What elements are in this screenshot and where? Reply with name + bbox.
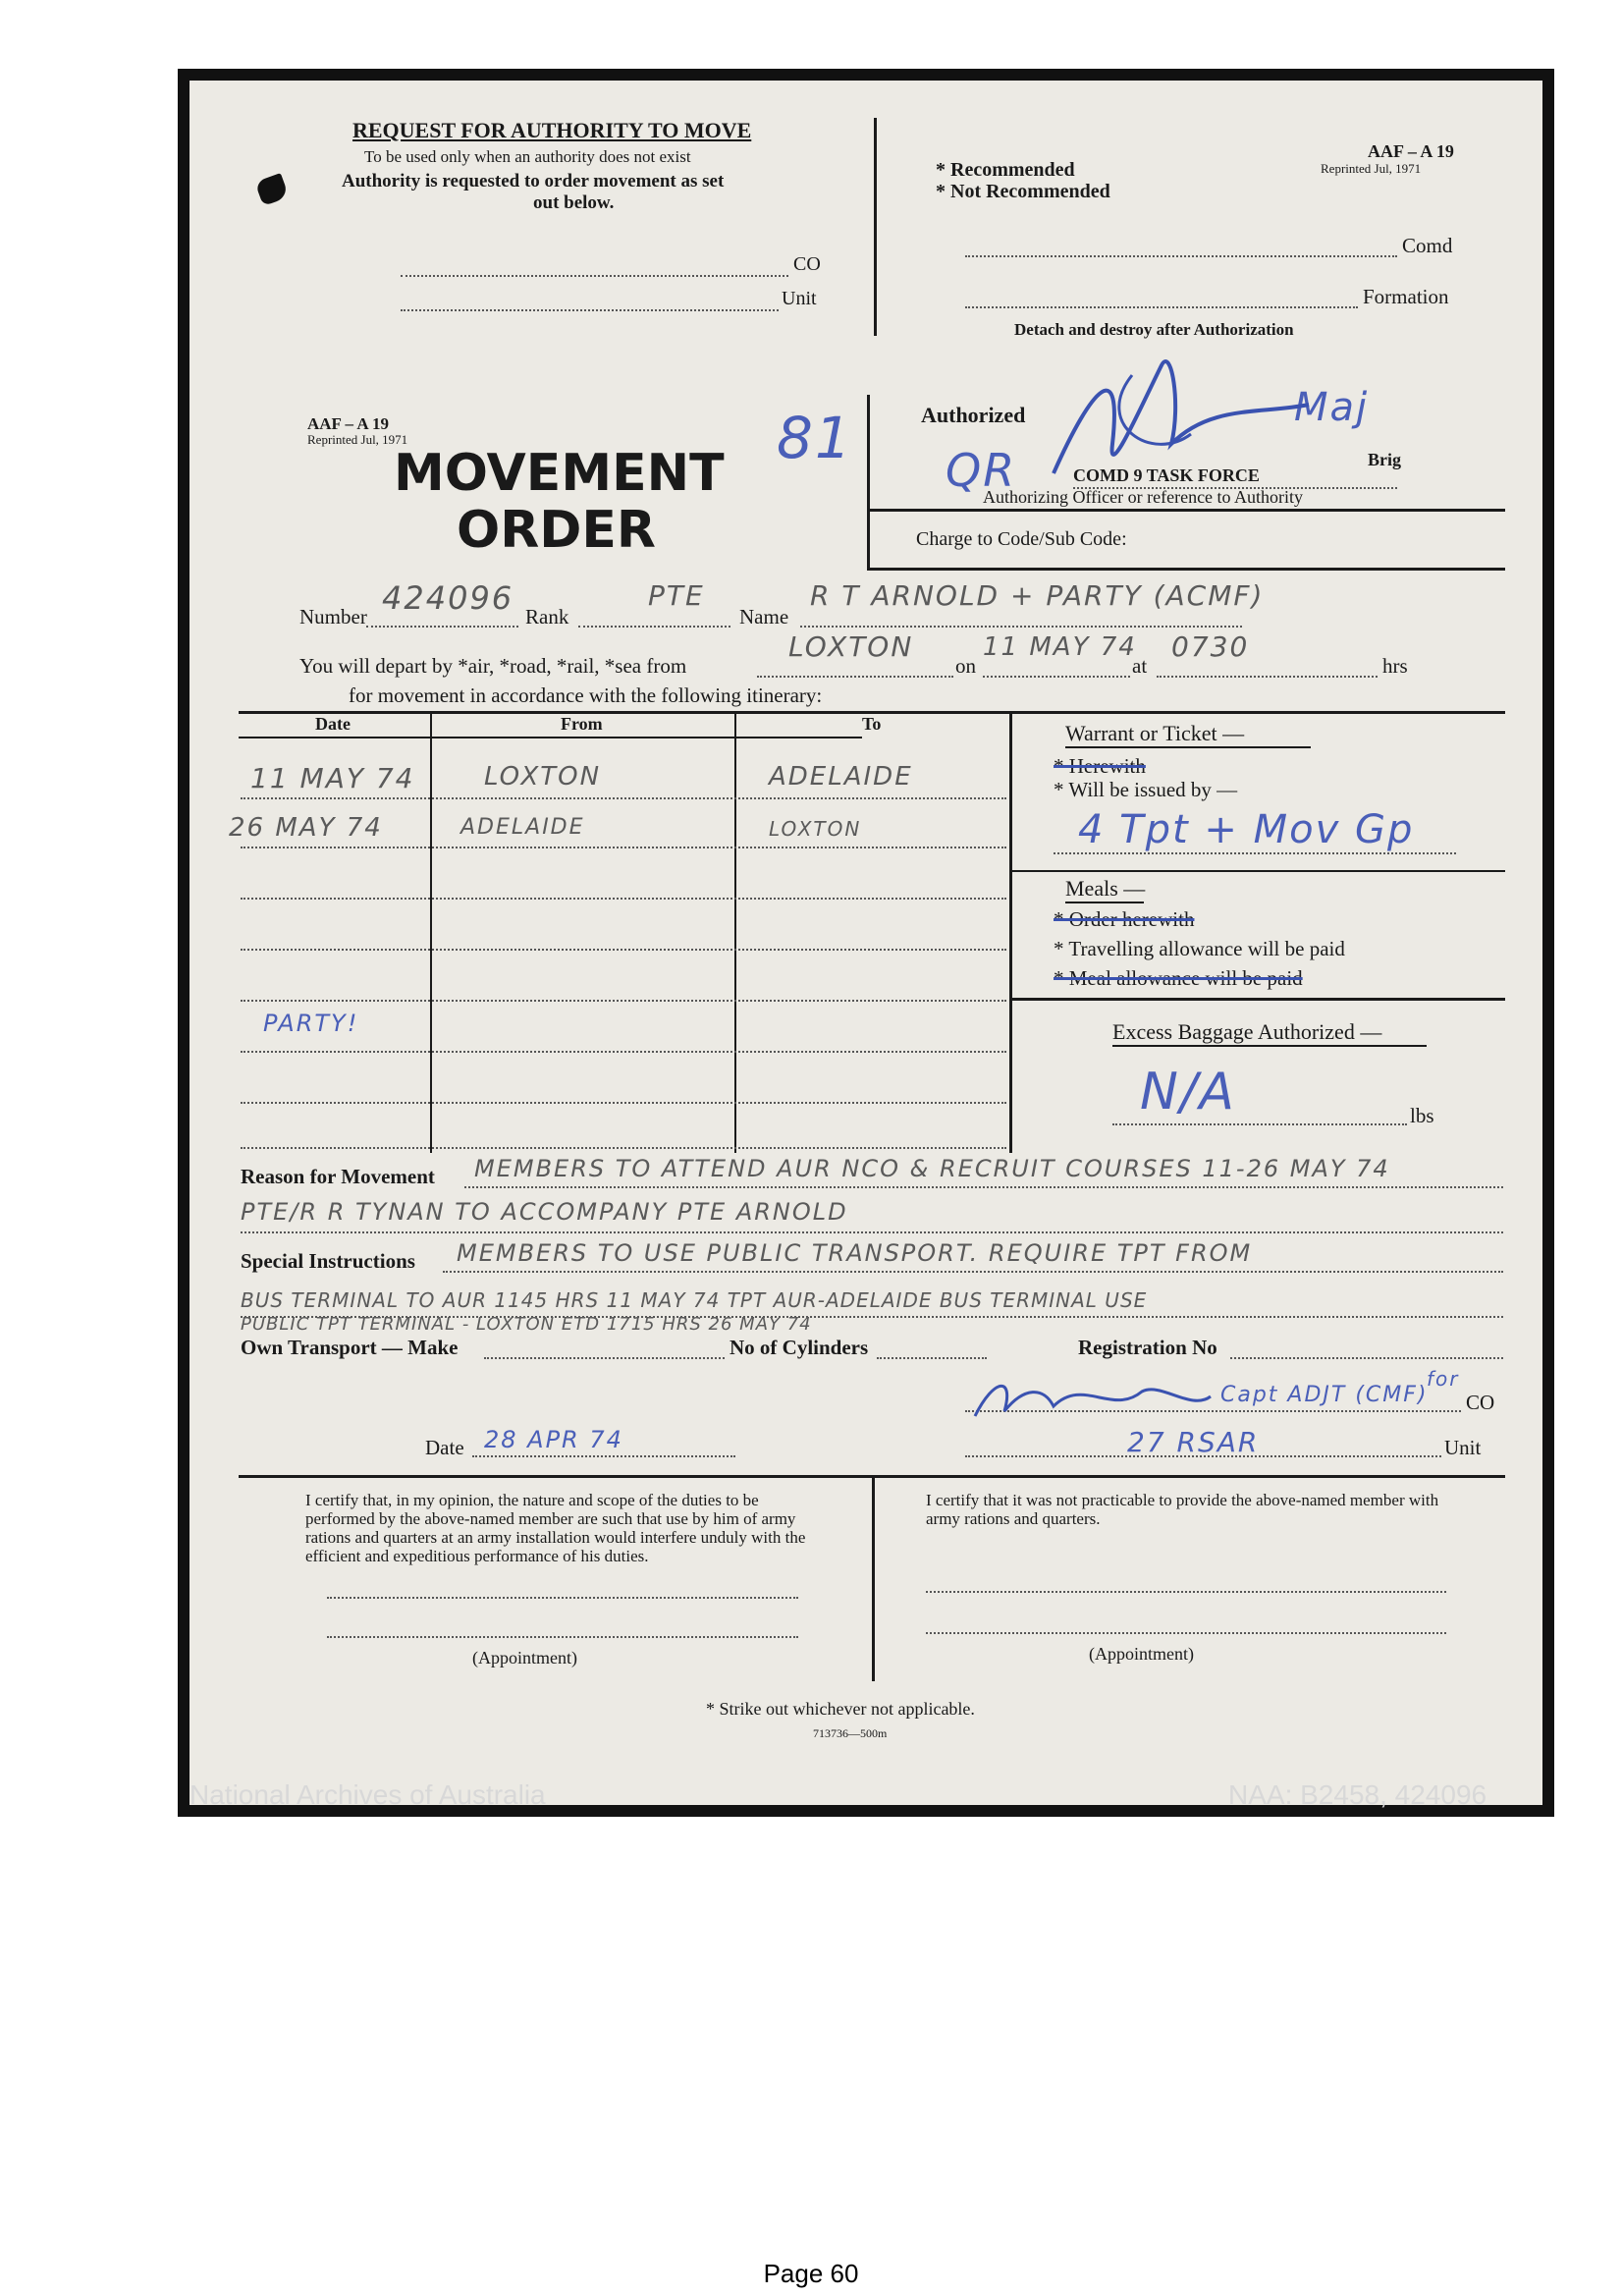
itinerary-col-divider-3 — [1009, 711, 1012, 1153]
unit-dotted-line — [401, 309, 779, 311]
special-line-1: MEMBERS TO USE PUBLIC TRANSPORT. REQUIRE TPT FROM — [457, 1239, 1253, 1267]
registration-dotted-line — [1230, 1357, 1503, 1359]
order-title: ORDER — [457, 501, 656, 560]
itinerary-header-from: From — [561, 714, 603, 734]
own-transport-label: Own Transport — Make — [241, 1336, 459, 1359]
itinerary-row-1-from: LOXTON — [484, 762, 602, 792]
signoff-co-label: CO — [1466, 1391, 1495, 1414]
request-subtitle: To be used only when an authority does not exist — [364, 147, 691, 166]
itinerary-header-line — [239, 737, 862, 738]
signoff-date-label: Date — [425, 1436, 464, 1459]
archive-watermark-right: NAA: B2458, 424096 — [1228, 1779, 1487, 1810]
itinerary-row-line — [241, 847, 1006, 848]
request-title: REQUEST FOR AUTHORITY TO MOVE — [352, 118, 752, 142]
depart-text: You will depart by *air, *road, *rail, *sea from — [299, 654, 687, 678]
top-divider — [874, 118, 877, 336]
handwritten-number: 81 — [777, 405, 853, 471]
itinerary-row-1-to: ADELAIDE — [769, 762, 913, 792]
warrant-issued-by-value: 4 Tpt + Mov Gp — [1078, 807, 1415, 852]
cert-left-text: I certify that, in my opinion, the nature and scope of the duties to be performed by the above-named member are such that use by him of army rations and quarters at an army installation would interfere unduly with the efficient and expeditious performance of his duties. — [305, 1491, 806, 1565]
cylinders-label: No of Cylinders — [730, 1336, 869, 1359]
detach-note: Detach and destroy after Authorization — [1014, 320, 1294, 339]
comd-label: Comd — [1402, 234, 1453, 257]
hrs-label: hrs — [1382, 654, 1408, 678]
cert-right-appointment: (Appointment) — [1089, 1644, 1194, 1664]
depart-from-value: LOXTON — [788, 630, 914, 663]
request-unit-label: Unit — [782, 288, 817, 309]
special-line-3: PUBLIC TPT TERMINAL - LOXTON ETD 1715 HRS 26 MAY 74 — [241, 1314, 812, 1335]
authorized-box-left — [867, 395, 870, 570]
warrant-herewith: * Herewith — [1054, 754, 1146, 778]
warrant-issued-by: * Will be issued by — — [1054, 778, 1238, 801]
meals-baggage-divider — [1009, 998, 1505, 1001]
request-line2: out below. — [533, 192, 615, 213]
meals-travelling: * Travelling allowance will be paid — [1054, 937, 1345, 960]
baggage-dotted-line — [1112, 1123, 1407, 1125]
number-value: 424096 — [382, 579, 514, 617]
recommended-option: * Recommended — [936, 159, 1075, 181]
special-dotted-line — [443, 1271, 1503, 1273]
authorizing-officer-label: Authorizing Officer or reference to Authority — [983, 487, 1304, 507]
movement-title: MOVEMENT — [394, 444, 725, 503]
reason-dotted-line — [464, 1186, 1503, 1188]
cert-left-appointment: (Appointment) — [472, 1648, 577, 1667]
itinerary-row-line — [241, 898, 1006, 900]
authorized-initials: QR — [946, 444, 1017, 497]
time-dotted-line — [1157, 676, 1378, 678]
meals-order-herewith: * Order herewith — [1054, 907, 1195, 931]
itinerary-row-1-date: 11 MAY 74 — [250, 762, 415, 794]
itinerary-row-2-to: LOXTON — [769, 817, 862, 841]
form-reprinted: Reprinted Jul, 1971 — [307, 432, 408, 447]
itinerary-intro: for movement in accordance with the following itinerary: — [349, 683, 823, 707]
formation-dotted-line — [965, 306, 1358, 308]
scanned-document — [178, 69, 1554, 1817]
reason-line-1: MEMBERS TO ATTEND AUR NCO & RECRUIT COURSES 11-26 MAY 74 — [474, 1155, 1390, 1182]
strike-note: * Strike out whichever not applicable. — [706, 1699, 975, 1719]
authorized-box-mid — [867, 509, 1505, 512]
itinerary-row-line — [241, 1000, 1006, 1002]
request-line1: Authority is requested to order movement as set — [342, 171, 725, 191]
signoff-for: for — [1427, 1367, 1460, 1391]
special-line-2: BUS TERMINAL TO AUR 1145 HRS 11 MAY 74 TPT AUR-ADELAIDE BUS TERMINAL USE — [241, 1288, 1148, 1312]
charge-code-label: Charge to Code/Sub Code: — [916, 528, 1127, 550]
itinerary-header-to: To — [862, 714, 882, 734]
depart-time-value: 0730 — [1171, 630, 1250, 663]
itinerary-note: PARTY! — [263, 1010, 359, 1037]
itinerary-row-line — [241, 1051, 1006, 1053]
ink-blot — [254, 173, 289, 206]
signoff-date-dotted-line — [472, 1455, 735, 1457]
signoff-unit-value: 27 RSAR — [1127, 1426, 1260, 1458]
meals-meal-allowance: * Meal allowance will be paid — [1054, 966, 1303, 990]
authorizing-signature — [1034, 346, 1328, 493]
meals-title: Meals — — [1065, 876, 1146, 901]
number-label: Number — [299, 605, 367, 629]
cert-left-dotted-line-2 — [327, 1636, 798, 1638]
signoff-signature-title: Capt ADJT (CMF) — [1220, 1383, 1429, 1407]
reason-label: Reason for Movement — [241, 1165, 435, 1188]
number-dotted-line — [366, 626, 518, 628]
depart-from-dotted-line — [757, 676, 953, 678]
recommend-reprinted: Reprinted Jul, 1971 — [1321, 161, 1422, 176]
co-signature — [965, 1367, 1220, 1426]
authorized-maj: Maj — [1294, 385, 1370, 430]
baggage-underline — [1112, 1045, 1427, 1047]
itinerary-row-line — [241, 1147, 1006, 1149]
baggage-title: Excess Baggage Authorized — — [1112, 1019, 1382, 1044]
special-label: Special Instructions — [241, 1249, 415, 1273]
name-dotted-line — [800, 626, 1242, 628]
recommend-form-code: AAF – A 19 — [1368, 141, 1454, 161]
warrant-underline — [1065, 746, 1311, 748]
name-value: R T ARNOLD + PARTY (ACMF) — [810, 579, 1265, 612]
cert-divider — [872, 1475, 875, 1681]
cylinders-dotted-line — [877, 1357, 987, 1359]
reason-line-2: PTE/R R TYNAN TO ACCOMPANY PTE ARNOLD — [241, 1198, 848, 1226]
authorized-label: Authorized — [921, 403, 1026, 427]
warrant-meals-divider — [1009, 870, 1505, 872]
registration-label: Registration No — [1078, 1336, 1217, 1359]
rank-value: PTE — [648, 579, 705, 612]
authorized-box-bottom — [867, 568, 1505, 571]
itinerary-row-2-from: ADELAIDE — [460, 815, 585, 840]
name-label: Name — [739, 605, 789, 629]
form-paper — [189, 81, 1542, 1805]
itinerary-row-line — [241, 949, 1006, 951]
cert-left-dotted-line-1 — [327, 1597, 798, 1599]
date-dotted-line — [983, 676, 1130, 678]
rank-label: Rank — [525, 605, 569, 629]
itinerary-row-line — [241, 1102, 1006, 1104]
brig-label: Brig — [1368, 450, 1401, 469]
formation-label: Formation — [1363, 285, 1449, 308]
print-code: 713736—500m — [813, 1726, 888, 1740]
request-co-label: CO — [793, 253, 821, 275]
cert-right-dotted-line-2 — [926, 1632, 1446, 1634]
on-label: on — [955, 654, 976, 678]
baggage-value: N/A — [1140, 1063, 1236, 1121]
comd-task-force: COMD 9 TASK FORCE — [1073, 465, 1260, 485]
not-recommended-option: * Not Recommended — [936, 181, 1110, 202]
cert-right-text: I certify that it was not practicable to provide the above-named member with army rations and quarters. — [926, 1491, 1439, 1528]
archive-watermark-left: National Archives of Australia — [189, 1779, 546, 1810]
warrant-title: Warrant or Ticket — — [1065, 721, 1245, 745]
baggage-lbs: lbs — [1410, 1104, 1434, 1127]
signoff-unit-label: Unit — [1444, 1436, 1482, 1459]
signoff-date-value: 28 APR 74 — [484, 1426, 623, 1453]
cert-right-dotted-line-1 — [926, 1591, 1446, 1593]
form-code: AAF – A 19 — [307, 414, 389, 433]
page-number: Page 60 — [763, 2259, 859, 2288]
rank-dotted-line — [578, 626, 730, 628]
itinerary-header-date: Date — [315, 714, 351, 734]
meals-underline — [1065, 902, 1144, 903]
at-label: at — [1132, 654, 1148, 678]
reason-dotted-line-2 — [241, 1231, 1503, 1233]
itinerary-row-line — [241, 797, 1006, 799]
depart-date-value: 11 MAY 74 — [983, 632, 1137, 662]
itinerary-col-divider-2 — [734, 711, 736, 1153]
warrant-dotted-line — [1054, 852, 1456, 854]
make-dotted-line — [484, 1357, 725, 1359]
comd-dotted-line — [965, 255, 1397, 257]
co-dotted-line — [401, 275, 788, 277]
itinerary-col-divider-1 — [430, 711, 432, 1153]
itinerary-row-2-date: 26 MAY 74 — [229, 813, 383, 843]
